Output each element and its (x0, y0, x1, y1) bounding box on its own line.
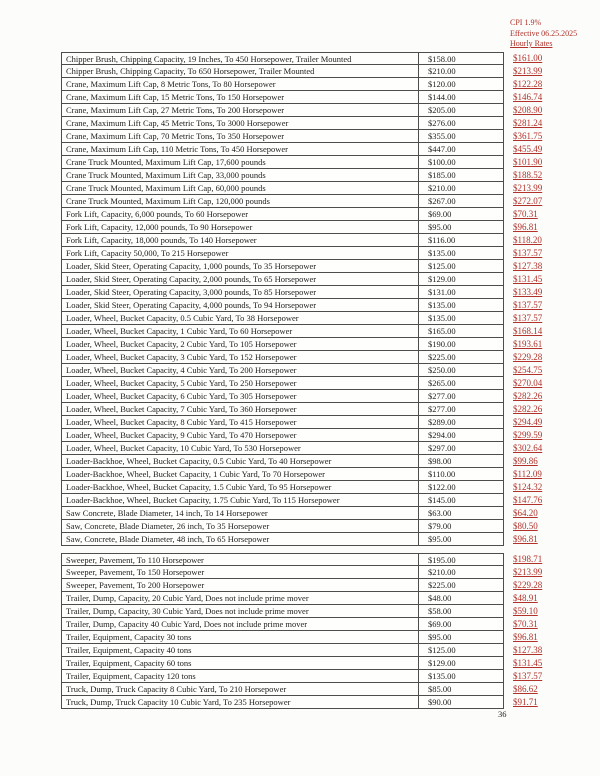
equipment-description: Loader-Backhoe, Wheel, Bucket Capacity, 1 Cubic Yard, To 70 Horsepower (62, 468, 419, 480)
equipment-description: Crane Truck Mounted, Maximum Lift Cap, 120,000 pounds (62, 195, 419, 207)
row-cells (61, 65, 504, 78)
table-row (61, 618, 542, 631)
base-rate: $210.00 (428, 567, 456, 577)
row-cells (61, 78, 504, 91)
base-rate: $135.00 (428, 300, 456, 310)
base-rate: $95.00 (428, 534, 452, 544)
base-rate: $110.00 (428, 469, 456, 479)
base-rate: $265.00 (428, 378, 456, 388)
effective-date-line: Effective 06.25.2025 (510, 28, 578, 38)
base-rate: $129.00 (428, 658, 456, 668)
row-cells (61, 273, 504, 286)
adjusted-hourly-rate: $455.49 (513, 144, 543, 154)
base-rate: $225.00 (428, 352, 456, 362)
base-rate: $165.00 (428, 326, 456, 336)
adjusted-hourly-rate: $131.45 (513, 658, 543, 668)
row-cells (61, 553, 504, 566)
row-cells (61, 696, 504, 709)
table-row (61, 468, 542, 481)
row-cells (61, 494, 504, 507)
equipment-description: Truck, Dump, Truck Capacity 8 Cubic Yard, To 210 Horsepower (62, 683, 419, 695)
row-cells (61, 338, 504, 351)
row-cells (61, 247, 504, 260)
adjusted-hourly-rate: $208.90 (513, 105, 543, 115)
row-cells (61, 644, 504, 657)
equipment-description: Chipper Brush, Chipping Capacity, 19 Inches, To 450 Horsepower, Trailer Mounted (62, 53, 419, 64)
table-row (61, 169, 542, 182)
row-cells (61, 117, 504, 130)
adjusted-hourly-rate: $48.91 (513, 593, 538, 603)
adjusted-hourly-rate: $59.10 (513, 606, 538, 616)
adjusted-hourly-rate: $161.00 (513, 53, 543, 63)
equipment-description: Trailer, Equipment, Capacity 120 tons (62, 670, 419, 682)
equipment-description: Trailer, Equipment, Capacity 40 tons (62, 644, 419, 656)
table-row (61, 455, 542, 468)
base-rate: $116.00 (428, 235, 456, 245)
table-row (61, 481, 542, 494)
adjusted-hourly-rate: $96.81 (513, 222, 538, 232)
table-row (61, 338, 542, 351)
base-rate: $135.00 (428, 313, 456, 323)
base-rate: $277.00 (428, 404, 456, 414)
row-cells (61, 429, 504, 442)
row-cells (61, 351, 504, 364)
equipment-description: Trailer, Equipment, Capacity 30 tons (62, 631, 419, 643)
equipment-description: Loader, Wheel, Bucket Capacity, 1 Cubic Yard, To 60 Horsepower (62, 325, 419, 337)
table-row (61, 195, 542, 208)
equipment-description: Saw, Concrete, Blade Diameter, 26 inch, To 35 Horsepower (62, 520, 419, 532)
adjusted-hourly-rate: $133.49 (513, 287, 543, 297)
table-row (61, 312, 542, 325)
equipment-description: Sweeper, Pavement, To 200 Horsepower (62, 579, 419, 591)
equipment-description: Crane Truck Mounted, Maximum Lift Cap, 60,000 pounds (62, 182, 419, 194)
row-cells (61, 520, 504, 533)
cpi-line: CPI 1.9% (510, 18, 542, 27)
equipment-description: Truck, Dump, Truck Capacity 10 Cubic Yard, To 235 Horsepower (62, 696, 419, 708)
adjusted-hourly-rate: $99.86 (513, 456, 538, 466)
equipment-description: Loader, Wheel, Bucket Capacity, 10 Cubic Yard, To 530 Horsepower (62, 442, 419, 454)
row-cells (61, 195, 504, 208)
equipment-description: Sweeper, Pavement, To 150 Horsepower (62, 566, 419, 578)
row-cells (61, 52, 504, 65)
table-row (61, 286, 542, 299)
table-row (61, 104, 542, 117)
row-cells (61, 312, 504, 325)
base-rate: $144.00 (428, 92, 456, 102)
adjusted-hourly-rate: $118.20 (513, 235, 542, 245)
adjusted-hourly-rate: $101.90 (513, 157, 543, 167)
base-rate: $289.00 (428, 417, 456, 427)
equipment-description: Loader, Skid Steer, Operating Capacity, 1,000 pounds, To 35 Horsepower (62, 260, 419, 272)
adjusted-hourly-rate: $168.14 (513, 326, 543, 336)
row-cells (61, 299, 504, 312)
table-row (61, 156, 542, 169)
row-cells (61, 364, 504, 377)
adjusted-hourly-rate: $229.28 (513, 580, 543, 590)
row-cells (61, 657, 504, 670)
equipment-description: Sweeper, Pavement, To 110 Horsepower (62, 554, 419, 565)
adjusted-hourly-rate: $137.57 (513, 300, 543, 310)
equipment-description: Fork Lift, Capacity, 12,000 pounds, To 90 Horsepower (62, 221, 419, 233)
table-row (61, 670, 542, 683)
row-cells (61, 403, 504, 416)
base-rate: $250.00 (428, 365, 456, 375)
row-cells (61, 631, 504, 644)
table-row (61, 605, 542, 618)
table-row (61, 683, 542, 696)
equipment-description: Fork Lift, Capacity, 18,000 pounds, To 140 Horsepower (62, 234, 419, 246)
base-rate: $135.00 (428, 671, 456, 681)
equipment-description: Fork Lift, Capacity, 6,000 pounds, To 60 Horsepower (62, 208, 419, 220)
base-rate: $95.00 (428, 632, 452, 642)
base-rate: $63.00 (428, 508, 452, 518)
equipment-description: Loader, Skid Steer, Operating Capacity, 3,000 pounds, To 85 Horsepower (62, 286, 419, 298)
base-rate: $294.00 (428, 430, 456, 440)
row-cells (61, 481, 504, 494)
adjusted-hourly-rate: $127.38 (513, 261, 543, 271)
adjusted-hourly-rate: $254.75 (513, 365, 543, 375)
equipment-description: Loader-Backhoe, Wheel, Bucket Capacity, 0.5 Cubic Yard, To 40 Horsepower (62, 455, 419, 467)
adjusted-hourly-rate: $96.81 (513, 632, 538, 642)
equipment-description: Fork Lift, Capacity 50,000, To 215 Horsepower (62, 247, 419, 259)
table-section (61, 553, 542, 709)
row-cells (61, 579, 504, 592)
table-row (61, 325, 542, 338)
equipment-description: Loader-Backhoe, Wheel, Bucket Capacity, 1.75 Cubic Yard, To 115 Horsepower (62, 494, 419, 506)
table-row (61, 247, 542, 260)
adjusted-hourly-rate: $188.52 (513, 170, 543, 180)
equipment-description: Loader, Wheel, Bucket Capacity, 7 Cubic Yard, To 360 Horsepower (62, 403, 419, 415)
adjusted-hourly-rate: $272.07 (513, 196, 543, 206)
equipment-description: Loader, Wheel, Bucket Capacity, 4 Cubic Yard, To 200 Horsepower (62, 364, 419, 376)
adjusted-hourly-rate: $86.62 (513, 684, 538, 694)
base-rate: $131.00 (428, 287, 456, 297)
row-cells (61, 286, 504, 299)
table-row (61, 143, 542, 156)
equipment-description: Loader, Wheel, Bucket Capacity, 0.5 Cubic Yard, To 38 Horsepower (62, 312, 419, 324)
equipment-description: Loader, Wheel, Bucket Capacity, 8 Cubic Yard, To 415 Horsepower (62, 416, 419, 428)
table-row (61, 657, 542, 670)
hourly-rates-line: Hourly Rates (510, 39, 553, 48)
base-rate: $355.00 (428, 131, 456, 141)
equipment-description: Loader, Wheel, Bucket Capacity, 2 Cubic Yard, To 105 Horsepower (62, 338, 419, 350)
equipment-description: Chipper Brush, Chipping Capacity, To 650 Horsepower, Trailer Mounted (62, 65, 419, 77)
table-row (61, 592, 542, 605)
adjusted-hourly-rate: $122.28 (513, 79, 543, 89)
document-header (510, 18, 577, 50)
table-row (61, 208, 542, 221)
adjusted-hourly-rate: $198.71 (513, 554, 543, 564)
row-cells (61, 91, 504, 104)
equipment-description: Trailer, Dump, Capacity, 20 Cubic Yard, Does not include prime mover (62, 592, 419, 604)
table-row (61, 429, 542, 442)
equipment-description: Trailer, Dump, Capacity 40 Cubic Yard, Does not include prime mover (62, 618, 419, 630)
equipment-description: Saw Concrete, Blade Diameter, 14 inch, To 14 Horsepower (62, 507, 419, 519)
base-rate: $69.00 (428, 619, 452, 629)
row-cells (61, 377, 504, 390)
row-cells (61, 670, 504, 683)
equipment-description: Crane, Maximum Lift Cap, 8 Metric Tons, To 80 Horsepower (62, 78, 419, 90)
table-row (61, 442, 542, 455)
base-rate: $120.00 (428, 79, 456, 89)
table-row (61, 390, 542, 403)
adjusted-hourly-rate: $137.57 (513, 313, 543, 323)
adjusted-hourly-rate: $124.32 (513, 482, 543, 492)
adjusted-hourly-rate: $282.26 (513, 391, 543, 401)
table-row (61, 234, 542, 247)
base-rate: $125.00 (428, 645, 456, 655)
adjusted-hourly-rate: $282.26 (513, 404, 543, 414)
equipment-description: Loader, Wheel, Bucket Capacity, 5 Cubic Yard, To 250 Horsepower (62, 377, 419, 389)
adjusted-hourly-rate: $270.04 (513, 378, 543, 388)
adjusted-hourly-rate: $70.31 (513, 619, 538, 629)
base-rate: $100.00 (428, 157, 456, 167)
adjusted-hourly-rate: $193.61 (513, 339, 543, 349)
table-row (61, 416, 542, 429)
equipment-description: Trailer, Equipment, Capacity 60 tons (62, 657, 419, 669)
row-cells (61, 234, 504, 247)
base-rate: $225.00 (428, 580, 456, 590)
table-row (61, 52, 542, 65)
adjusted-hourly-rate: $112.09 (513, 469, 542, 479)
adjusted-hourly-rate: $127.38 (513, 645, 543, 655)
equipment-description: Loader-Backhoe, Wheel, Bucket Capacity, 1.5 Cubic Yard, To 95 Horsepower (62, 481, 419, 493)
equipment-description: Crane, Maximum Lift Cap, 27 Metric Tons, To 200 Horsepower (62, 104, 419, 116)
table-row (61, 553, 542, 566)
base-rate: $195.00 (428, 555, 456, 565)
row-cells (61, 455, 504, 468)
table-row (61, 696, 542, 709)
equipment-description: Trailer, Dump, Capacity, 30 Cubic Yard, Does not include prime mover (62, 605, 419, 617)
equipment-rate-table (61, 52, 542, 716)
equipment-description: Crane, Maximum Lift Cap, 15 Metric Tons, To 150 Horsepower (62, 91, 419, 103)
row-cells (61, 156, 504, 169)
table-row (61, 507, 542, 520)
table-row (61, 65, 542, 78)
table-row (61, 644, 542, 657)
adjusted-hourly-rate: $96.81 (513, 534, 538, 544)
base-rate: $48.00 (428, 593, 452, 603)
table-row (61, 631, 542, 644)
row-cells (61, 533, 504, 546)
adjusted-hourly-rate: $361.75 (513, 131, 543, 141)
equipment-description: Loader, Wheel, Bucket Capacity, 6 Cubic Yard, To 305 Horsepower (62, 390, 419, 402)
equipment-description: Crane Truck Mounted, Maximum Lift Cap, 33,000 pounds (62, 169, 419, 181)
base-rate: $185.00 (428, 170, 456, 180)
table-row (61, 117, 542, 130)
table-row (61, 403, 542, 416)
adjusted-hourly-rate: $147.76 (513, 495, 543, 505)
base-rate: $90.00 (428, 697, 452, 707)
table-row (61, 364, 542, 377)
row-cells (61, 325, 504, 338)
base-rate: $190.00 (428, 339, 456, 349)
equipment-description: Crane Truck Mounted, Maximum Lift Cap, 17,600 pounds (62, 156, 419, 168)
row-cells (61, 442, 504, 455)
table-row (61, 494, 542, 507)
table-row (61, 533, 542, 546)
row-cells (61, 566, 504, 579)
table-row (61, 273, 542, 286)
row-cells (61, 390, 504, 403)
table-row (61, 130, 542, 143)
adjusted-hourly-rate: $299.59 (513, 430, 543, 440)
row-cells (61, 169, 504, 182)
table-row (61, 351, 542, 364)
row-cells (61, 143, 504, 156)
table-row (61, 78, 542, 91)
table-row (61, 91, 542, 104)
base-rate: $135.00 (428, 248, 456, 258)
adjusted-hourly-rate: $91.71 (513, 697, 538, 707)
row-cells (61, 507, 504, 520)
base-rate: $98.00 (428, 456, 452, 466)
base-rate: $277.00 (428, 391, 456, 401)
equipment-description: Loader, Wheel, Bucket Capacity, 9 Cubic Yard, To 470 Horsepower (62, 429, 419, 441)
base-rate: $210.00 (428, 66, 456, 76)
table-row (61, 182, 542, 195)
adjusted-hourly-rate: $229.28 (513, 352, 543, 362)
adjusted-hourly-rate: $281.24 (513, 118, 543, 128)
row-cells (61, 605, 504, 618)
base-rate: $145.00 (428, 495, 456, 505)
row-cells (61, 208, 504, 221)
equipment-description: Loader, Skid Steer, Operating Capacity, 4,000 pounds, To 94 Horsepower (62, 299, 419, 311)
row-cells (61, 416, 504, 429)
equipment-description: Saw, Concrete, Blade Diameter, 48 inch, To 65 Horsepower (62, 533, 419, 545)
row-cells (61, 104, 504, 117)
base-rate: $129.00 (428, 274, 456, 284)
base-rate: $122.00 (428, 482, 456, 492)
base-rate: $158.00 (428, 54, 456, 64)
adjusted-hourly-rate: $213.99 (513, 567, 543, 577)
row-cells (61, 130, 504, 143)
base-rate: $276.00 (428, 118, 456, 128)
base-rate: $297.00 (428, 443, 456, 453)
row-cells (61, 468, 504, 481)
base-rate: $205.00 (428, 105, 456, 115)
base-rate: $125.00 (428, 261, 456, 271)
table-row (61, 566, 542, 579)
base-rate: $85.00 (428, 684, 452, 694)
equipment-description: Crane, Maximum Lift Cap, 70 Metric Tons, To 350 Horsepower (62, 130, 419, 142)
base-rate: $95.00 (428, 222, 452, 232)
equipment-description: Loader, Wheel, Bucket Capacity, 3 Cubic Yard, To 152 Horsepower (62, 351, 419, 363)
equipment-description: Crane, Maximum Lift Cap, 110 Metric Tons, To 450 Horsepower (62, 143, 419, 155)
adjusted-hourly-rate: $80.50 (513, 521, 538, 531)
base-rate: $58.00 (428, 606, 452, 616)
equipment-description: Loader, Skid Steer, Operating Capacity, 2,000 pounds, To 65 Horsepower (62, 273, 419, 285)
adjusted-hourly-rate: $302.64 (513, 443, 543, 453)
base-rate: $447.00 (428, 144, 456, 154)
row-cells (61, 683, 504, 696)
table-section (61, 52, 542, 546)
base-rate: $267.00 (428, 196, 456, 206)
base-rate: $69.00 (428, 209, 452, 219)
table-row (61, 260, 542, 273)
row-cells (61, 260, 504, 273)
table-row (61, 221, 542, 234)
base-rate: $210.00 (428, 183, 456, 193)
adjusted-hourly-rate: $70.31 (513, 209, 538, 219)
row-cells (61, 592, 504, 605)
adjusted-hourly-rate: $213.99 (513, 183, 543, 193)
table-row (61, 520, 542, 533)
equipment-description: Crane, Maximum Lift Cap, 45 Metric Tons, To 3000 Horsepower (62, 117, 419, 129)
table-row (61, 299, 542, 312)
adjusted-hourly-rate: $64.20 (513, 508, 538, 518)
base-rate: $79.00 (428, 521, 452, 531)
row-cells (61, 221, 504, 234)
adjusted-hourly-rate: $137.57 (513, 248, 543, 258)
adjusted-hourly-rate: $131.45 (513, 274, 543, 284)
row-cells (61, 618, 504, 631)
row-cells (61, 182, 504, 195)
adjusted-hourly-rate: $213.99 (513, 66, 543, 76)
adjusted-hourly-rate: $137.57 (513, 671, 543, 681)
page-number: 36 (498, 709, 507, 719)
adjusted-hourly-rate: $146.74 (513, 92, 543, 102)
adjusted-hourly-rate: $294.49 (513, 417, 543, 427)
table-row (61, 579, 542, 592)
table-row (61, 377, 542, 390)
